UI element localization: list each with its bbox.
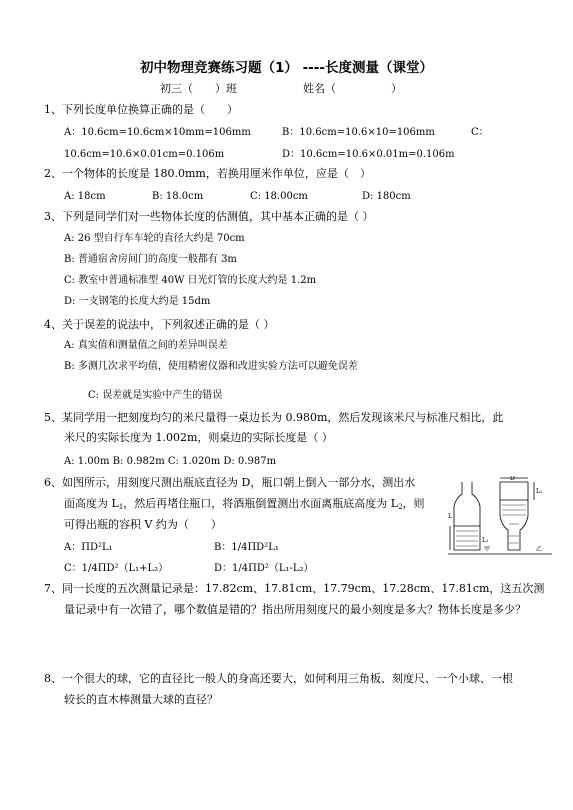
question-2-stem: 2、一个物体的长度是 180.0mm，若换用厘米作单位，应是（ ） [44, 167, 371, 180]
question-1-option-b: B：10.6cm=10.6×10=106mm [282, 127, 435, 138]
question-1-option-c: 10.6cm=10.6×0.01cm=0.106m [64, 149, 225, 160]
question-3-option-d: D: 一支钢笔的长度大约是 15dm [64, 296, 211, 307]
question-7-line-2: 量记录中有一次错了，哪个数值是错的？指出所用刻度尺的最小刻度是多大？物体长度是多少？ [64, 603, 526, 616]
question-6-line-3: 可得出瓶的容积 V 约为（ ） [64, 518, 222, 531]
question-2-option-d: D: 180cm [362, 191, 411, 202]
question-7-line-1: 7、同一长度的五次测量记录是：17.82cm、17.81cm、17.79cm、17.28cm、17.81cm，这五次测 [44, 582, 545, 595]
question-4-stem: 4、关于误差的说法中，下列叙述正确的是（ ） [44, 318, 275, 331]
question-8-line-1: 8、一个很大的球，它的直径比一般人的身高还要大，如何利用三角板、刻度尺、一个小球、一根 [44, 672, 513, 685]
question-5-options: A: 1.00m B: 0.982m C: 1.020m D: 0.987m [64, 456, 277, 467]
question-1-option-d: D：10.6cm=10.6×0.01m=0.106m [282, 149, 455, 160]
figure-label-l: L [448, 513, 452, 520]
question-3-option-a: A: 26 型自行车车轮的直径大约是 70cm [64, 233, 245, 244]
question-2-option-b: B: 18.0cm [152, 191, 204, 202]
question-1-option-c-label: C： [471, 127, 489, 138]
question-4-option-c: C: 误差就是实验中产生的错误 [88, 390, 223, 401]
question-3-stem: 3、下列是同学们对一些物体长度的估测值，其中基本正确的是（ ） [44, 210, 374, 223]
figure-label-yi: 乙 [536, 546, 543, 553]
question-2-option-c: C: 18.00cm [250, 191, 308, 202]
question-1-option-a: A：10.6cm=10.6cm×10mm=106mm [64, 127, 251, 138]
question-4-option-a: A: 真实值和测量值之间的差异叫误差 [64, 340, 228, 351]
page-title: 初中物理竞赛练习题（1） ----长度测量（课堂） [139, 60, 433, 76]
figure-label-jia: 甲 [484, 546, 491, 553]
question-6-line-2: 面高度为 $L_1$，然后再堵住瓶口，将酒瓶倒置测出水面离瓶底高度为 $L_2$，则 [64, 497, 425, 511]
question-2-option-a: A: 18cm [64, 191, 106, 202]
question-1-stem: 1、下列长度单位换算正确的是（ ） [44, 103, 238, 116]
name-label: 姓名（ ） [303, 82, 402, 95]
question-4-option-b: B: 多测几次求平均值，使用精密仪器和改进实验方法可以避免误差 [64, 361, 358, 372]
class-label: 初三（ ）班 [160, 82, 237, 95]
question-6-option-c: C：1/4ΠD²（L₁+L₂） [64, 563, 169, 574]
question-8-line-2: 较长的直木棒测量大球的直径？ [64, 693, 218, 706]
question-6-option-d: D：1/4ΠD²（L₁-L₂） [214, 563, 314, 574]
question-6-option-b: B：1/4ΠD²L₁ [214, 542, 279, 553]
question-5-line-1: 5、某同学用一把刻度均匀的米尺量得一桌边长为 0.980m，然后发现该米尺与标准尺相比，此 [44, 411, 504, 424]
question-3-option-c: C: 教室中普通标准型 40W 日光灯管的长度大约是 1.2m [64, 275, 317, 286]
question-6-option-a: A：ΠD²L₁ [64, 542, 113, 553]
bottle-figure [448, 476, 552, 558]
question-6-line-1: 6、如图所示，用刻度尺测出瓶底直径为 D，瓶口朝上倒入一部分水，测出水 [44, 476, 416, 489]
figure-label-d: D [510, 476, 515, 482]
figure-label-l2: L₂ [536, 488, 543, 495]
question-5-line-2: 米尺的实际长度为 1.002m，则桌边的实际长度是（ ） [64, 431, 333, 444]
question-3-option-b: B: 普通宿舍房间门的高度一般都有 3m [64, 254, 237, 265]
figure-label-l1: L₁ [482, 537, 489, 544]
